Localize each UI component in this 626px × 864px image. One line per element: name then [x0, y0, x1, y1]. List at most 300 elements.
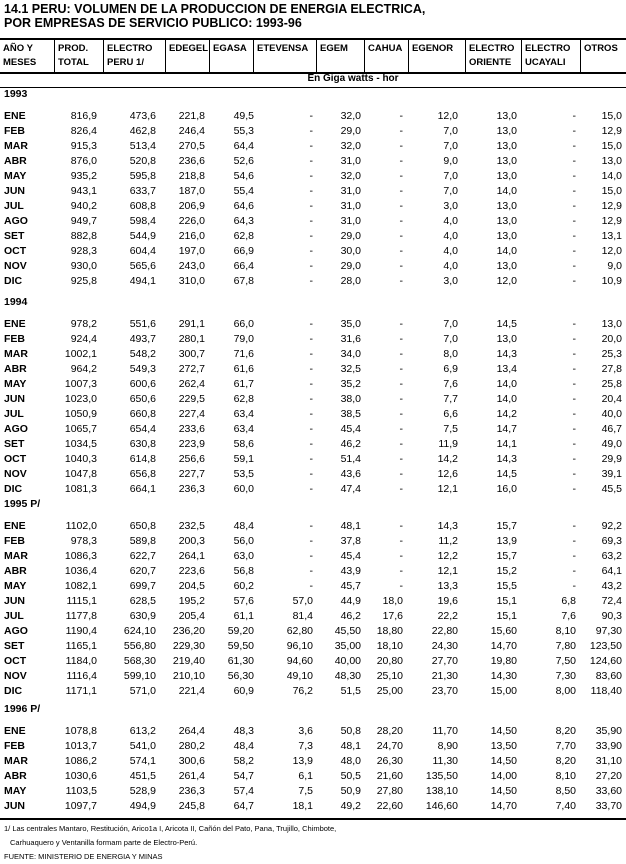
value-cell: 46,7 — [601, 423, 622, 435]
month-cell: JUL — [4, 200, 24, 212]
column-header — [165, 40, 209, 72]
value-cell: 882,8 — [70, 230, 97, 242]
unit-caption: En Giga watts - hor — [307, 73, 399, 84]
value-cell: 8,20 — [555, 755, 576, 767]
value-cell: 12,0 — [601, 245, 622, 257]
value-cell: 613,2 — [129, 725, 156, 737]
value-cell: 56,30 — [227, 670, 254, 682]
value-cell: 13,0 — [496, 125, 517, 137]
value-cell: - — [399, 535, 403, 547]
table-row — [0, 725, 626, 740]
value-cell: 630,8 — [129, 438, 156, 450]
value-cell: 236,6 — [178, 155, 205, 167]
value-cell: - — [399, 550, 403, 562]
table-row — [0, 483, 626, 498]
title-line-1: 14.1 PERU: VOLUMEN DE LA PRODUCCION DE ENERGIA ELECTRICA, — [4, 2, 426, 16]
value-cell: - — [399, 215, 403, 227]
value-cell: - — [572, 363, 576, 375]
value-cell: - — [399, 260, 403, 272]
value-cell: 53,5 — [233, 468, 254, 480]
value-cell: - — [399, 185, 403, 197]
value-cell: 14,3 — [496, 348, 517, 360]
table-row — [0, 580, 626, 595]
value-cell: 55,4 — [233, 185, 254, 197]
value-cell: 14,50 — [490, 785, 517, 797]
value-cell: 38,0 — [340, 393, 361, 405]
value-cell: 650,6 — [129, 393, 156, 405]
value-cell: 928,3 — [70, 245, 97, 257]
table-row — [0, 393, 626, 408]
value-cell: 494,1 — [129, 275, 156, 287]
value-cell: - — [572, 393, 576, 405]
value-cell: 589,8 — [129, 535, 156, 547]
value-cell: 24,30 — [431, 640, 458, 652]
footnote-1: 1/ Las centrales Mantaro, Restitución, Arico1a I, Aricota II, Cañón del Pato, Pana, Trujillo, Chimbote, — [4, 824, 337, 833]
value-cell: 49,2 — [340, 800, 361, 812]
month-cell: SET — [4, 438, 25, 450]
table-row — [0, 655, 626, 670]
value-cell: - — [309, 185, 313, 197]
value-cell: 43,2 — [601, 580, 622, 592]
value-cell: 4,0 — [443, 245, 458, 257]
value-cell: 13,0 — [496, 200, 517, 212]
value-cell: 12,9 — [601, 215, 622, 227]
value-cell: - — [309, 333, 313, 345]
month-cell: MAY — [4, 378, 27, 390]
value-cell: - — [572, 408, 576, 420]
value-cell: 48,4 — [233, 740, 254, 752]
value-cell: - — [309, 125, 313, 137]
table-row — [0, 625, 626, 640]
value-cell: - — [309, 535, 313, 547]
column-header-line: OTROS — [584, 43, 618, 54]
value-cell: - — [572, 453, 576, 465]
value-cell: - — [572, 140, 576, 152]
month-cell: JUL — [4, 610, 24, 622]
value-cell: 35,90 — [595, 725, 622, 737]
value-cell: 462,8 — [129, 125, 156, 137]
month-cell: SET — [4, 640, 25, 652]
value-cell: 13,0 — [496, 215, 517, 227]
value-cell: 551,6 — [129, 318, 156, 330]
value-cell: 1023,0 — [64, 393, 97, 405]
column-header-line: TOTAL — [58, 57, 89, 68]
value-cell: 1040,3 — [64, 453, 97, 465]
table-row — [0, 110, 626, 125]
value-cell: 64,3 — [233, 215, 254, 227]
value-cell: - — [309, 453, 313, 465]
value-cell: 816,9 — [70, 110, 97, 122]
value-cell: 57,6 — [233, 595, 254, 607]
value-cell: 64,7 — [233, 800, 254, 812]
value-cell: 12,9 — [601, 125, 622, 137]
value-cell: 14,00 — [490, 770, 517, 782]
value-cell: 34,0 — [340, 348, 361, 360]
value-cell: 43,6 — [340, 468, 361, 480]
value-cell: 25,10 — [376, 670, 403, 682]
table-row — [0, 610, 626, 625]
table-row — [0, 185, 626, 200]
value-cell: 949,7 — [70, 215, 97, 227]
value-cell: 633,7 — [129, 185, 156, 197]
value-cell: 29,9 — [601, 453, 622, 465]
value-cell: - — [309, 423, 313, 435]
table-row — [0, 230, 626, 245]
value-cell: 608,8 — [129, 200, 156, 212]
value-cell: - — [309, 348, 313, 360]
value-cell: 138,10 — [425, 785, 458, 797]
month-cell: MAR — [4, 140, 28, 152]
column-header-line — [584, 56, 626, 70]
value-cell: 493,7 — [129, 333, 156, 345]
value-cell: 280,2 — [178, 740, 205, 752]
value-cell: 8,00 — [555, 685, 576, 697]
value-cell: 571,0 — [129, 685, 156, 697]
value-cell: 11,2 — [438, 535, 458, 547]
value-cell: 118,40 — [590, 685, 622, 697]
value-cell: - — [572, 333, 576, 345]
value-cell: 63,2 — [601, 550, 622, 562]
month-cell: OCT — [4, 245, 27, 257]
value-cell: 22,80 — [431, 625, 458, 637]
value-cell: 7,40 — [555, 800, 576, 812]
value-cell: 14,30 — [490, 670, 517, 682]
value-cell: - — [399, 140, 403, 152]
value-cell: 37,8 — [340, 535, 361, 547]
month-cell: ABR — [4, 363, 27, 375]
value-cell: 924,4 — [70, 333, 97, 345]
column-header-line: PROD. — [58, 43, 89, 54]
value-cell: 451,5 — [129, 770, 156, 782]
value-cell: 59,20 — [227, 625, 254, 637]
table-row — [0, 770, 626, 785]
value-cell: 940,2 — [70, 200, 97, 212]
value-cell: 81,4 — [292, 610, 313, 622]
value-cell: 20,0 — [601, 333, 622, 345]
table-header — [0, 38, 626, 74]
column-header-line: PERU 1/ — [107, 57, 144, 68]
value-cell: 30,0 — [340, 245, 361, 257]
month-cell: DIC — [4, 275, 23, 287]
month-cell: MAR — [4, 755, 28, 767]
table-row — [0, 740, 626, 755]
value-cell: 32,0 — [340, 110, 361, 122]
column-header-line: ETEVENSA — [257, 43, 309, 54]
value-cell: - — [309, 408, 313, 420]
value-cell: 243,0 — [178, 260, 205, 272]
value-cell: 27,20 — [595, 770, 622, 782]
column-header — [521, 40, 580, 72]
value-cell: 25,8 — [601, 378, 622, 390]
value-cell: 699,7 — [129, 580, 156, 592]
table-row — [0, 565, 626, 580]
value-cell: - — [572, 483, 576, 495]
column-header-line: AÑO Y — [3, 43, 33, 54]
value-cell: - — [399, 125, 403, 137]
value-cell: 310,0 — [178, 275, 205, 287]
value-cell: 664,1 — [129, 483, 156, 495]
value-cell: 1177,8 — [65, 610, 97, 622]
value-cell: 13,50 — [490, 740, 517, 752]
value-cell: 20,4 — [601, 393, 622, 405]
value-cell: 7,70 — [555, 740, 576, 752]
value-cell: 1050,9 — [64, 408, 97, 420]
value-cell: 7,6 — [443, 378, 458, 390]
value-cell: - — [399, 363, 403, 375]
value-cell: 57,0 — [292, 595, 313, 607]
column-header — [54, 40, 103, 72]
value-cell: 14,5 — [496, 318, 517, 330]
value-cell: - — [572, 260, 576, 272]
header-bottom-rule — [0, 87, 626, 88]
value-cell: 513,4 — [129, 140, 156, 152]
value-cell: 300,7 — [178, 348, 205, 360]
value-cell: - — [309, 110, 313, 122]
table-row — [0, 348, 626, 363]
value-cell: - — [572, 378, 576, 390]
footnote-2: Carhuaquero y Ventanilla formam parte de Electro-Perú. — [10, 838, 198, 847]
value-cell: 43,9 — [340, 565, 361, 577]
value-cell: 925,8 — [70, 275, 97, 287]
value-cell: 204,5 — [178, 580, 205, 592]
value-cell: 9,0 — [443, 155, 458, 167]
value-cell: 1171,1 — [65, 685, 97, 697]
column-header-line: EGENOR — [412, 43, 454, 54]
value-cell: - — [309, 468, 313, 480]
value-cell: 1047,8 — [64, 468, 97, 480]
value-cell: 206,9 — [178, 200, 205, 212]
value-cell: 92,2 — [601, 520, 622, 532]
value-cell: 79,0 — [233, 333, 254, 345]
source-note: FUENTE: MINISTERIO DE ENERGIA Y MINAS — [4, 852, 163, 861]
value-cell: 233,6 — [178, 423, 205, 435]
value-cell: 48,1 — [340, 740, 361, 752]
value-cell: 60,2 — [233, 580, 254, 592]
value-cell: 195,2 — [178, 595, 205, 607]
value-cell: 8,10 — [555, 770, 576, 782]
value-cell: 14,0 — [496, 378, 517, 390]
table-row — [0, 215, 626, 230]
value-cell: 7,0 — [443, 170, 458, 182]
value-cell: 40,0 — [601, 408, 622, 420]
section-label: 1995 P/ — [4, 498, 41, 510]
value-cell: 15,0 — [601, 185, 622, 197]
table-row — [0, 333, 626, 348]
value-cell: 200,3 — [178, 535, 205, 547]
value-cell: 33,70 — [595, 800, 622, 812]
value-cell: 48,3 — [233, 725, 254, 737]
value-cell: 22,60 — [376, 800, 403, 812]
value-cell: 221,8 — [178, 110, 205, 122]
value-cell: 31,0 — [340, 155, 361, 167]
value-cell: - — [399, 230, 403, 242]
value-cell: 964,2 — [70, 363, 97, 375]
value-cell: 14,0 — [496, 393, 517, 405]
value-cell: 7,0 — [443, 185, 458, 197]
table-row — [0, 318, 626, 333]
value-cell: 620,7 — [129, 565, 156, 577]
value-cell: - — [309, 550, 313, 562]
value-cell: - — [399, 333, 403, 345]
value-cell: 24,70 — [376, 740, 403, 752]
value-cell: 7,50 — [555, 655, 576, 667]
value-cell: 210,10 — [172, 670, 205, 682]
value-cell: 48,1 — [340, 520, 361, 532]
value-cell: 14,7 — [496, 423, 517, 435]
month-cell: ENE — [4, 110, 26, 122]
table-row — [0, 785, 626, 800]
value-cell: 66,9 — [233, 245, 254, 257]
value-cell: - — [572, 230, 576, 242]
value-cell: 223,9 — [178, 438, 205, 450]
value-cell: 1165,1 — [65, 640, 97, 652]
value-cell: 66,4 — [233, 260, 254, 272]
value-cell: 541,0 — [129, 740, 156, 752]
value-cell: 33,90 — [595, 740, 622, 752]
value-cell: 544,9 — [129, 230, 156, 242]
table-row — [0, 363, 626, 378]
value-cell: 46,2 — [340, 438, 361, 450]
value-cell: 1013,7 — [64, 740, 97, 752]
value-cell: - — [399, 155, 403, 167]
table-row — [0, 550, 626, 565]
value-cell: - — [399, 565, 403, 577]
value-cell: 915,3 — [70, 140, 97, 152]
value-cell: 14,0 — [496, 245, 517, 257]
value-cell: 3,0 — [443, 200, 458, 212]
table-row — [0, 640, 626, 655]
value-cell: 3,0 — [443, 275, 458, 287]
value-cell: - — [572, 580, 576, 592]
value-cell: 595,8 — [129, 170, 156, 182]
value-cell: 50,9 — [340, 785, 361, 797]
value-cell: 205,4 — [178, 610, 205, 622]
value-cell: 47,4 — [340, 483, 361, 495]
value-cell: 45,4 — [340, 550, 361, 562]
value-cell: 14,0 — [601, 170, 622, 182]
value-cell: 187,0 — [178, 185, 205, 197]
column-header-line: ELECTRO — [525, 43, 571, 54]
table-row — [0, 438, 626, 453]
value-cell: 49,10 — [286, 670, 313, 682]
value-cell: - — [309, 520, 313, 532]
table-row — [0, 200, 626, 215]
value-cell: - — [572, 215, 576, 227]
value-cell: - — [399, 453, 403, 465]
value-cell: 13,0 — [496, 333, 517, 345]
month-cell: JUL — [4, 408, 24, 420]
value-cell: 14,50 — [490, 725, 517, 737]
value-cell: - — [309, 170, 313, 182]
column-header-line — [320, 56, 364, 70]
value-cell: 7,30 — [555, 670, 576, 682]
value-cell: 55,3 — [233, 125, 254, 137]
value-cell: - — [572, 550, 576, 562]
column-header — [408, 40, 465, 72]
value-cell: 236,3 — [178, 483, 205, 495]
value-cell: 18,80 — [376, 625, 403, 637]
value-cell: 45,5 — [601, 483, 622, 495]
value-cell: 83,60 — [595, 670, 622, 682]
column-header — [465, 40, 521, 72]
value-cell: 19,6 — [437, 595, 458, 607]
value-cell: 1036,4 — [64, 565, 97, 577]
value-cell: 13,0 — [496, 155, 517, 167]
value-cell: - — [572, 318, 576, 330]
value-cell: 15,60 — [490, 625, 517, 637]
value-cell: 876,0 — [70, 155, 97, 167]
value-cell: 61,30 — [227, 655, 254, 667]
month-cell: FEB — [4, 535, 25, 547]
value-cell: - — [572, 200, 576, 212]
table-row — [0, 800, 626, 815]
value-cell: 473,6 — [129, 110, 156, 122]
value-cell: 40,00 — [334, 655, 361, 667]
table-row — [0, 140, 626, 155]
value-cell: - — [309, 565, 313, 577]
value-cell: 22,2 — [437, 610, 458, 622]
value-cell: 13,3 — [437, 580, 458, 592]
value-cell: 13,1 — [601, 230, 622, 242]
value-cell: - — [309, 230, 313, 242]
value-cell: 14,50 — [490, 755, 517, 767]
table-title — [4, 2, 425, 30]
section-label: 1994 — [4, 296, 28, 308]
value-cell: 7,5 — [298, 785, 313, 797]
value-cell: 14,70 — [490, 800, 517, 812]
value-cell: - — [572, 170, 576, 182]
value-cell: 15,7 — [496, 550, 517, 562]
value-cell: 16,0 — [496, 483, 517, 495]
month-cell: ENE — [4, 520, 26, 532]
value-cell: 236,20 — [172, 625, 205, 637]
value-cell: 48,0 — [340, 755, 361, 767]
value-cell: - — [572, 125, 576, 137]
value-cell: 15,0 — [601, 140, 622, 152]
value-cell: - — [572, 155, 576, 167]
value-cell: 14,0 — [496, 185, 517, 197]
value-cell: - — [399, 580, 403, 592]
table-row — [0, 275, 626, 290]
value-cell: 11,9 — [438, 438, 458, 450]
value-cell: 21,30 — [431, 670, 458, 682]
value-cell: 236,3 — [178, 785, 205, 797]
value-cell: 29,0 — [340, 125, 361, 137]
value-cell: 624,10 — [123, 625, 156, 637]
value-cell: 45,4 — [340, 423, 361, 435]
value-cell: 62,80 — [286, 625, 313, 637]
value-cell: 1086,2 — [64, 755, 97, 767]
column-header-line — [213, 56, 253, 70]
value-cell: 15,1 — [496, 610, 517, 622]
column-header-line — [368, 56, 408, 70]
value-cell: 23,70 — [431, 685, 458, 697]
value-cell: 9,0 — [607, 260, 622, 272]
value-cell: 26,30 — [376, 755, 403, 767]
value-cell: - — [399, 393, 403, 405]
value-cell: 18,1 — [292, 800, 313, 812]
month-cell: ABR — [4, 565, 27, 577]
value-cell: 197,0 — [178, 245, 205, 257]
value-cell: 31,0 — [340, 200, 361, 212]
value-cell: 97,30 — [595, 625, 622, 637]
value-cell: 1030,6 — [64, 770, 97, 782]
month-cell: MAY — [4, 580, 27, 592]
value-cell: 35,2 — [340, 378, 361, 390]
value-cell: 6,1 — [298, 770, 313, 782]
table-row — [0, 670, 626, 685]
value-cell: 622,7 — [129, 550, 156, 562]
